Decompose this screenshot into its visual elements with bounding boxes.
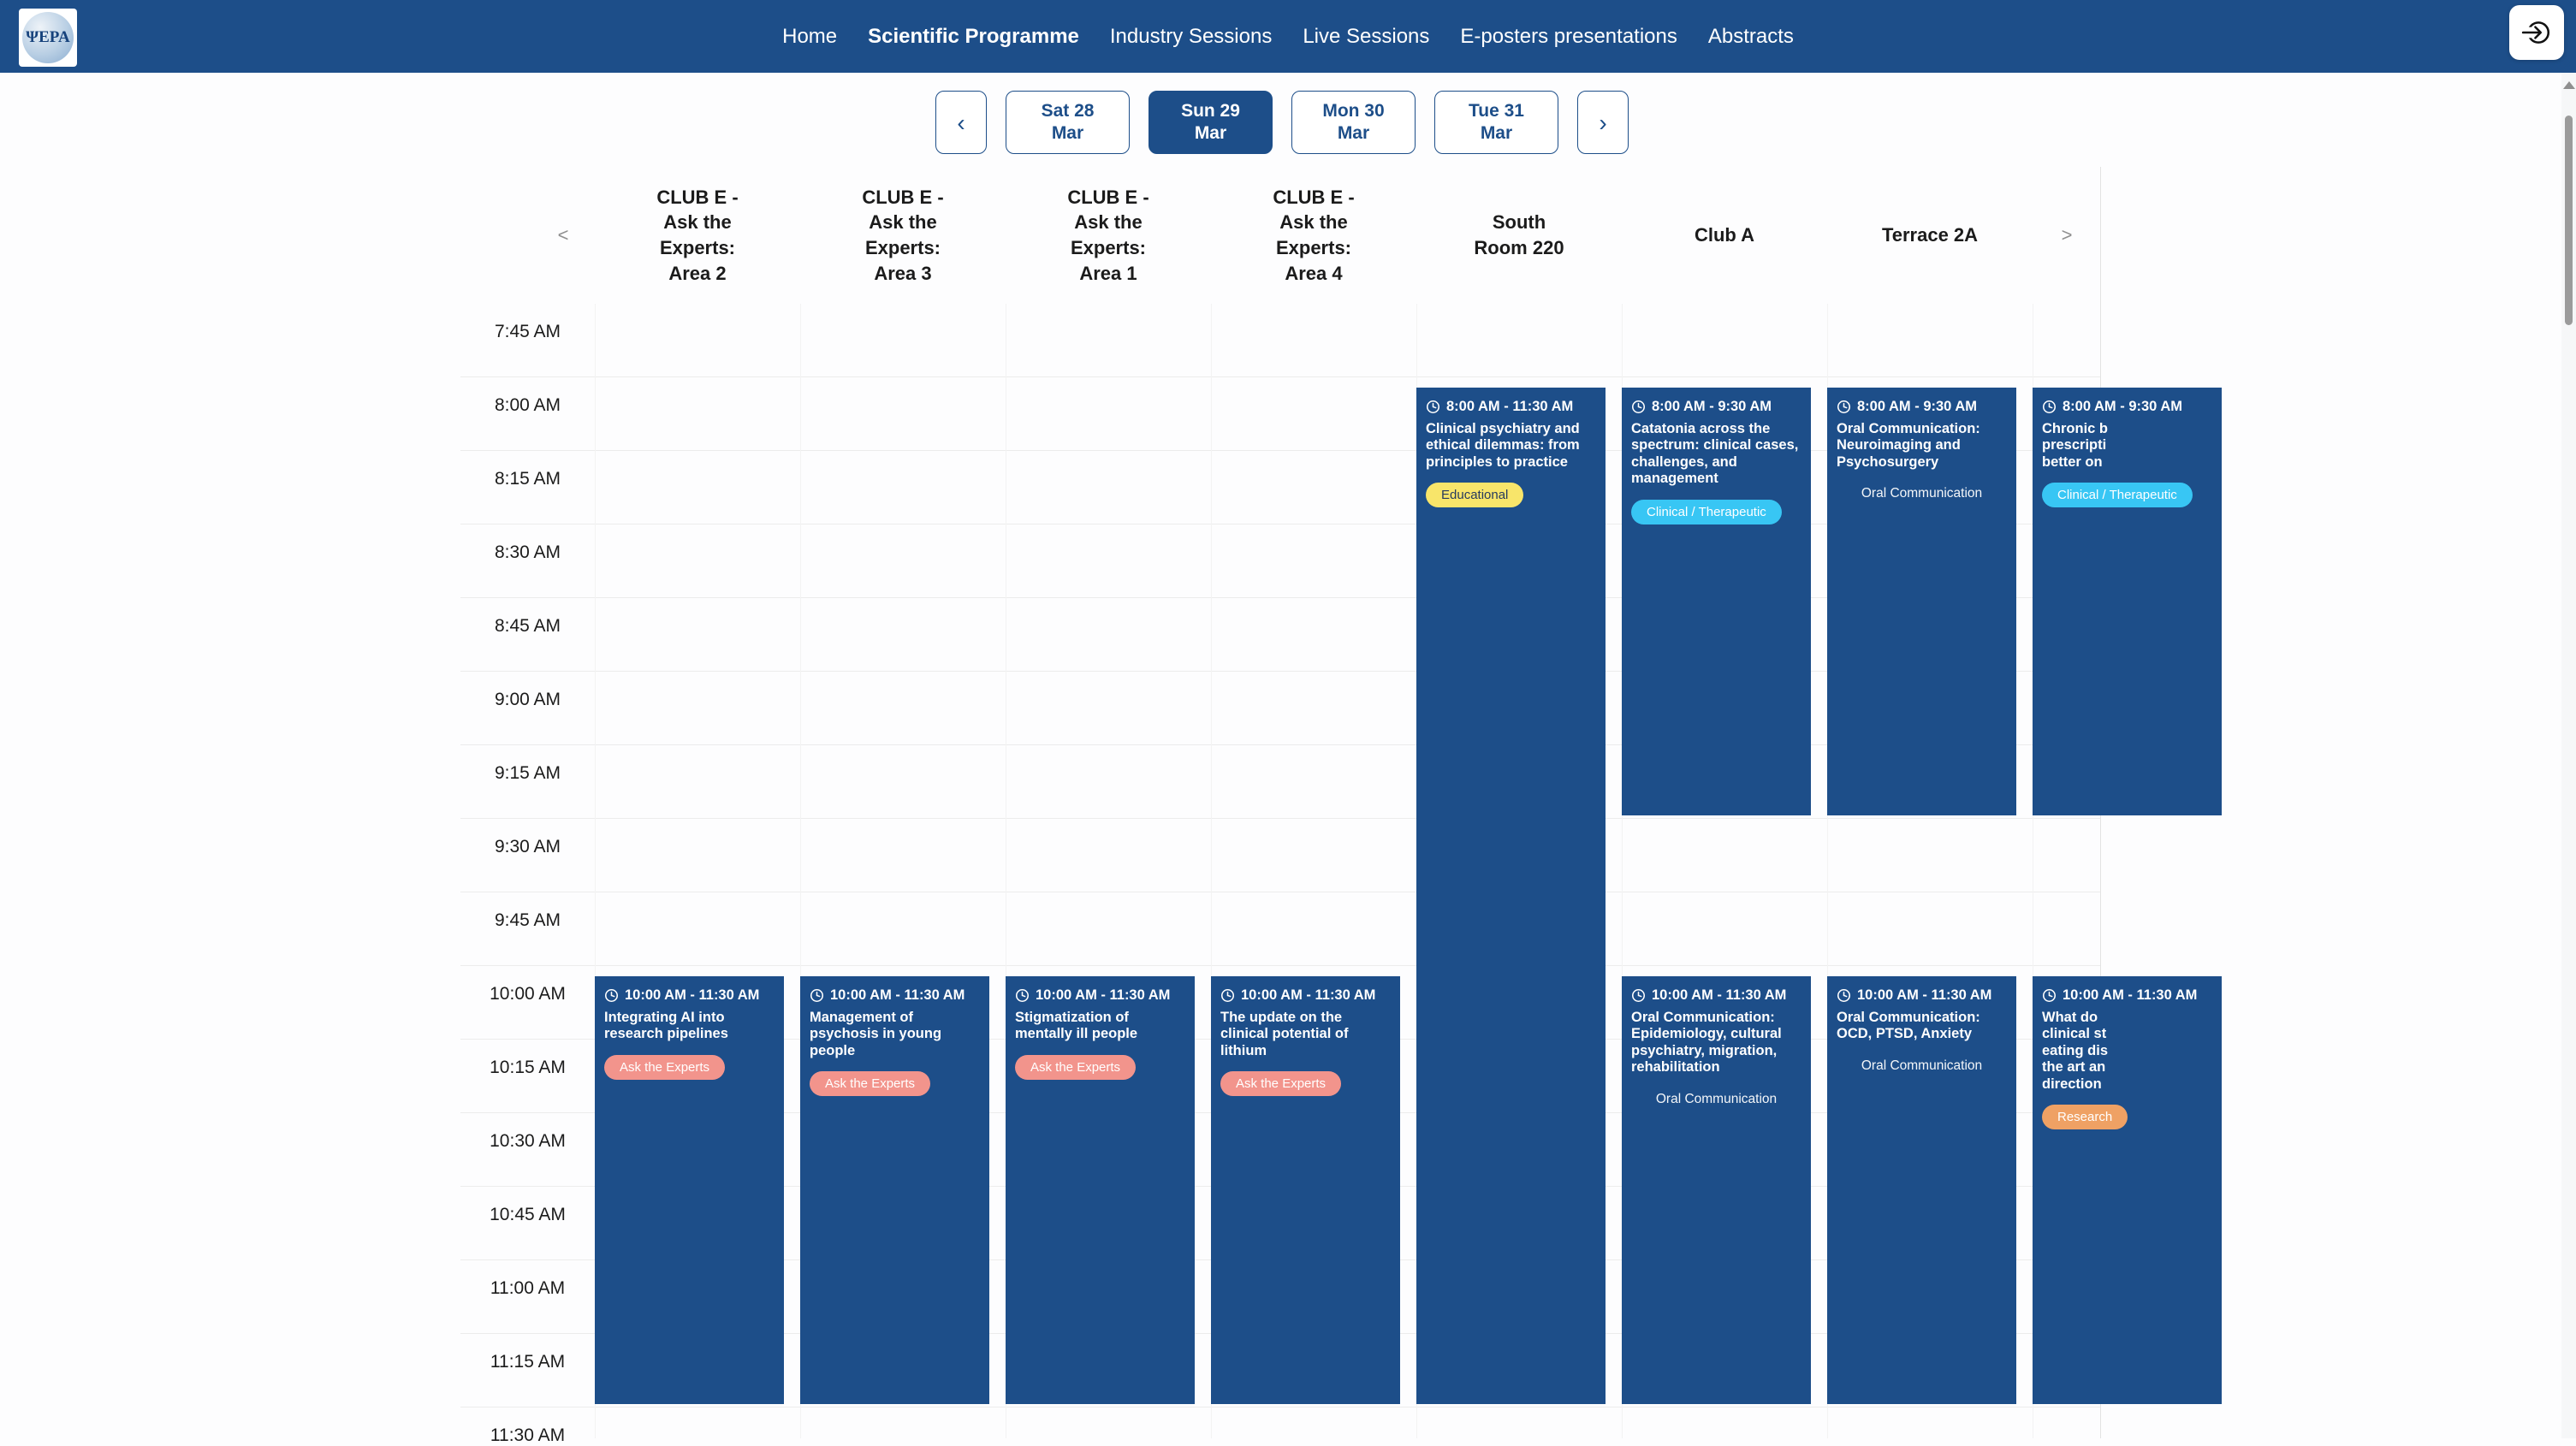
event-card[interactable] (595, 976, 784, 1404)
session-type-text: Oral Communication (1861, 486, 1983, 501)
clock-icon (2042, 988, 2057, 1003)
schedule-grid (460, 304, 2198, 1445)
time-label-9-45-am: 9:45 AM (494, 910, 561, 930)
clock-icon (810, 988, 824, 1003)
event-card[interactable] (2033, 388, 2222, 815)
event-time-text: 10:00 AM - 11:30 AM (1241, 987, 1376, 1003)
date-month-label: Mar (1480, 123, 1513, 143)
room-header-club-e-ask-the-experts-area-4 (1211, 167, 1416, 304)
room-header-line: CLUB E - (1273, 186, 1355, 208)
room-header-line: Club A (1694, 224, 1755, 246)
grid-row-line (460, 376, 2100, 377)
event-title-line: the art an (2042, 1059, 2106, 1076)
event-card[interactable] (2033, 976, 2222, 1404)
event-time (2042, 399, 2212, 415)
event-time-text: 10:00 AM - 11:30 AM (625, 987, 760, 1003)
clock-icon (1837, 988, 1851, 1003)
event-title: Catatonia across the spectrum: clinical cases, challenges, and management (1631, 421, 1799, 487)
scroll-columns-left-arrow[interactable]: < (557, 224, 569, 246)
event-title: Oral Communication: Epidemiology, cultural psychiatry, migration, rehabilitation (1631, 1010, 1782, 1076)
room-header-line: Area 3 (874, 262, 932, 284)
session-type-badge: Clinical / Therapeutic (1631, 500, 1782, 524)
session-type-badge: Clinical / Therapeutic (2042, 483, 2193, 507)
room-header-line: Ask the (1074, 211, 1143, 234)
room-header-line: Experts: (1275, 237, 1352, 258)
room-header-club-a (1622, 167, 1827, 304)
date-button-tue-31[interactable] (1434, 91, 1558, 154)
event-title: Oral Communication: Neuroimaging and Psychosurgery (1837, 421, 1980, 470)
clock-icon (2042, 400, 2057, 414)
event-title: Oral Communication: OCD, PTSD, Anxiety (1837, 1010, 1980, 1042)
event-time (1426, 399, 1596, 415)
event-time (810, 987, 980, 1004)
epa-logo-globe: ΨEPA (22, 12, 74, 63)
event-time-text: 8:00 AM - 9:30 AM (2063, 399, 2182, 414)
grid-row-line (460, 965, 2100, 966)
scroll-up-arrow-icon[interactable] (2563, 81, 2575, 89)
time-label-10-45-am: 10:45 AM (490, 1205, 566, 1224)
date-month-label: Mar (1194, 123, 1227, 143)
event-title: Clinical psychiatry and ethical dilemmas: from principles to practice (1426, 421, 1580, 470)
session-type-badge: Ask the Experts (810, 1071, 930, 1096)
event-time (1631, 399, 1801, 415)
event-time (1837, 399, 2007, 415)
event-card[interactable] (1622, 976, 1811, 1404)
event-time-text: 8:00 AM - 11:30 AM (1446, 399, 1574, 414)
session-type-text: Oral Communication (1655, 1091, 1778, 1106)
room-header-line: Area 4 (1285, 262, 1343, 284)
time-label-11-30-am: 11:30 AM (490, 1425, 566, 1445)
event-time (2042, 987, 2212, 1004)
grid-row-line (460, 818, 2100, 819)
clock-icon (1015, 988, 1030, 1003)
nav-link-scientific-programme[interactable]: Scientific Programme (868, 24, 1079, 48)
clock-icon (1220, 988, 1235, 1003)
event-card[interactable] (1622, 388, 1811, 815)
date-month-label: Mar (1051, 123, 1084, 143)
session-type-badge: Research (2042, 1105, 2128, 1129)
scrollbar-thumb[interactable] (2565, 116, 2573, 325)
time-label-8-30-am: 8:30 AM (494, 542, 561, 562)
top-navbar (0, 0, 2576, 73)
date-day-label: Mon 30 (1322, 100, 1385, 121)
event-title: The update on the clinical potential of lithium (1220, 1010, 1349, 1058)
time-label-9-30-am: 9:30 AM (494, 837, 561, 856)
room-header-line: Experts: (864, 237, 941, 258)
event-title-line: clinical st (2042, 1026, 2107, 1042)
room-header-club-e-ask-the-experts-area-1 (1006, 167, 1211, 304)
time-label-8-45-am: 8:45 AM (494, 616, 561, 636)
event-title: Management of psychosis in young people (810, 1010, 942, 1058)
session-type-text: Oral Communication (1861, 1058, 1983, 1073)
event-title-line: eating dis (2042, 1042, 2109, 1058)
room-header-south-room-220 (1416, 167, 1622, 304)
event-time-text: 8:00 AM - 9:30 AM (1652, 399, 1772, 414)
event-card[interactable] (1416, 388, 1606, 1404)
room-header-club-e-ask-the-experts-area-2 (595, 167, 800, 304)
event-time-text: 10:00 AM - 11:30 AM (1857, 987, 1992, 1003)
time-label-8-00-am: 8:00 AM (494, 395, 561, 415)
session-type-badge: Ask the Experts (1220, 1071, 1341, 1096)
room-header-line: Area 1 (1079, 262, 1137, 284)
room-header-line: Experts: (1070, 237, 1147, 258)
date-day-label: Tue 31 (1469, 100, 1524, 121)
event-time (1220, 987, 1391, 1004)
event-title-line: What do (2042, 1010, 2098, 1025)
room-header-line: CLUB E - (862, 186, 944, 208)
time-label-10-00-am: 10:00 AM (490, 984, 566, 1004)
session-type-badge: Ask the Experts (1015, 1055, 1136, 1080)
date-button-mon-30[interactable] (1291, 91, 1416, 154)
clock-icon (1837, 400, 1851, 414)
nav-link-home[interactable]: Home (782, 24, 838, 48)
event-card[interactable] (800, 976, 989, 1404)
clock-icon (1426, 400, 1440, 414)
event-title (2042, 421, 2212, 471)
event-card[interactable] (1827, 976, 2016, 1404)
event-title: Integrating AI into research pipelines (604, 1010, 728, 1042)
clock-icon (604, 988, 619, 1003)
session-type-badge: Educational (1426, 483, 1523, 507)
event-card[interactable] (1211, 976, 1400, 1404)
room-header-line: South (1492, 211, 1546, 234)
date-day-label: Sun 29 (1181, 100, 1240, 121)
main-nav (0, 0, 2576, 73)
event-title (2042, 1010, 2212, 1093)
room-header-line: Experts: (659, 237, 736, 258)
time-label-11-00-am: 11:00 AM (490, 1278, 566, 1298)
time-label-10-30-am: 10:30 AM (490, 1131, 566, 1151)
room-header-line: Room 220 (1474, 237, 1564, 258)
event-title-line: Chronic b (2042, 421, 2108, 436)
time-label-9-15-am: 9:15 AM (494, 763, 561, 783)
login-arrow-icon (2521, 17, 2552, 48)
event-time-text: 10:00 AM - 11:30 AM (830, 987, 965, 1003)
event-time (604, 987, 775, 1004)
event-card[interactable] (1827, 388, 2016, 815)
event-title-line: prescripti (2042, 437, 2107, 453)
event-time (1015, 987, 1185, 1004)
event-time-text: 8:00 AM - 9:30 AM (1857, 399, 1977, 414)
scroll-columns-right-arrow[interactable]: > (2061, 224, 2073, 246)
room-header-line: Ask the (1279, 211, 1348, 234)
room-header-club-e-ask-the-experts-area-3 (800, 167, 1006, 304)
next-day-button[interactable]: › (1577, 91, 1629, 154)
room-header-line: CLUB E - (1067, 186, 1149, 208)
event-time-text: 10:00 AM - 11:30 AM (1652, 987, 1787, 1003)
clock-icon (1631, 400, 1646, 414)
event-time-text: 10:00 AM - 11:30 AM (1036, 987, 1171, 1003)
date-month-label: Mar (1337, 123, 1370, 143)
date-day-label: Sat 28 (1041, 100, 1095, 121)
event-title: Stigmatization of mentally ill people (1015, 1010, 1138, 1042)
room-header-line: Ask the (869, 211, 937, 234)
nav-link-abstracts[interactable]: Abstracts (1707, 24, 1794, 48)
time-label-7-45-am: 7:45 AM (494, 322, 561, 341)
date-button-sun-29[interactable] (1149, 91, 1273, 154)
event-card[interactable] (1006, 976, 1195, 1404)
date-selector (935, 91, 1629, 154)
event-time-text: 10:00 AM - 11:30 AM (2063, 987, 2198, 1003)
clock-icon (1631, 988, 1646, 1003)
nav-link-live-sessions[interactable]: Live Sessions (1303, 24, 1430, 48)
room-header-line: Terrace 2A (1881, 224, 1979, 246)
room-header-line: CLUB E - (656, 186, 739, 208)
time-label-11-15-am: 11:15 AM (490, 1352, 566, 1372)
time-label-9-00-am: 9:00 AM (494, 690, 561, 709)
room-header-line: Ask the (663, 211, 732, 234)
event-title-line: better on (2042, 453, 2103, 470)
time-label-10-15-am: 10:15 AM (490, 1058, 566, 1077)
room-header-terrace-2a (1827, 167, 2033, 304)
page-scrollbar[interactable] (2561, 73, 2576, 1438)
room-header-row (460, 167, 2101, 304)
prev-day-button[interactable]: ‹ (935, 91, 987, 154)
nav-link-industry-sessions[interactable]: Industry Sessions (1109, 24, 1273, 48)
room-header-line: Area 2 (668, 262, 727, 284)
date-button-sat-28[interactable] (1006, 91, 1130, 154)
login-button[interactable] (2509, 5, 2564, 60)
event-time (1631, 987, 1801, 1004)
event-time (1837, 987, 2007, 1004)
nav-link-e-posters-presentations[interactable]: E-posters presentations (1460, 24, 1677, 48)
session-type-badge: Ask the Experts (604, 1055, 725, 1080)
time-label-8-15-am: 8:15 AM (494, 469, 561, 489)
event-title-line: direction (2042, 1076, 2102, 1092)
